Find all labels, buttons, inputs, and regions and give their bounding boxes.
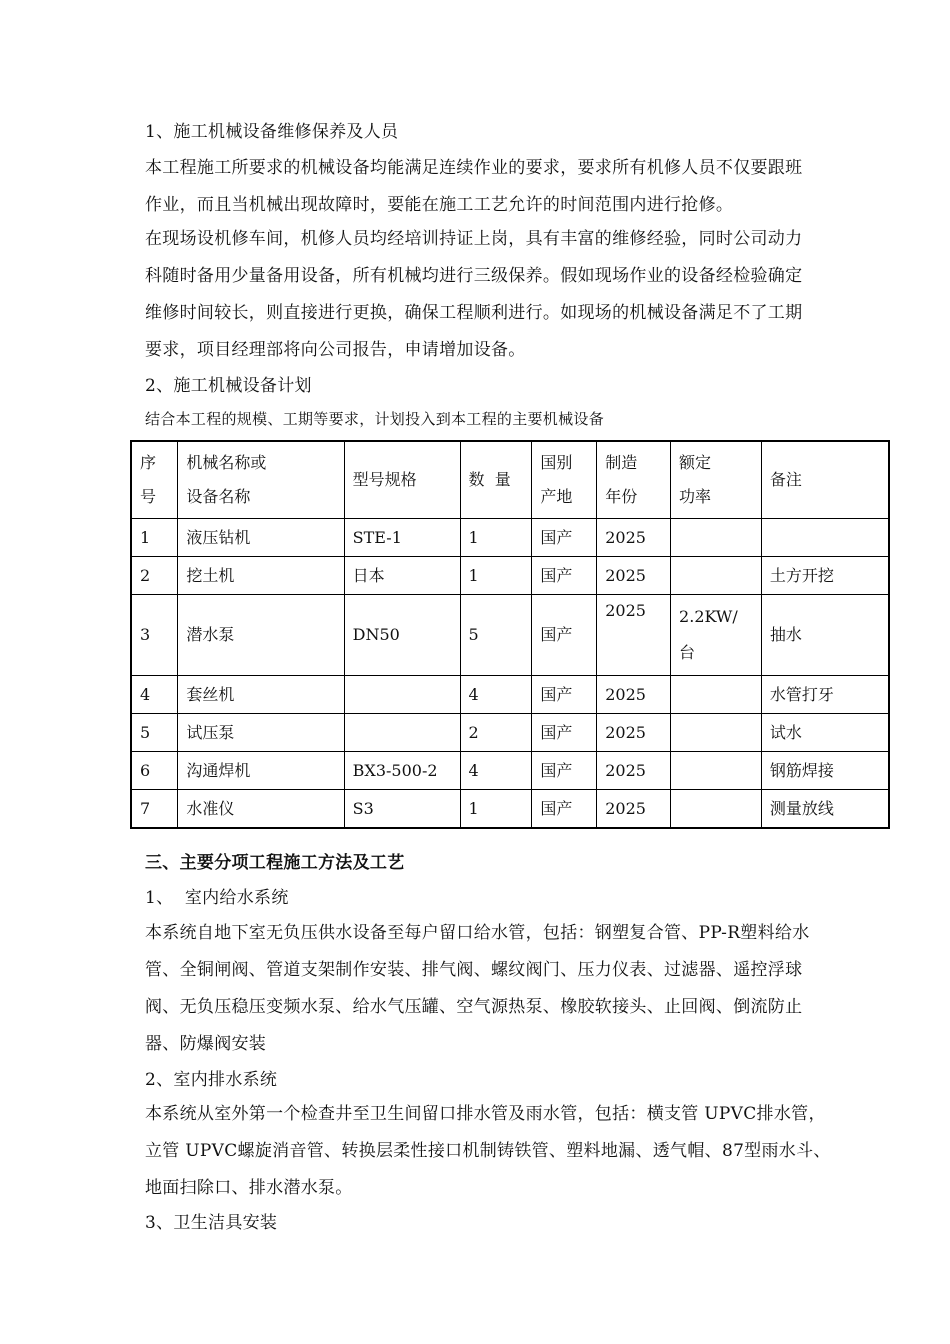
section3-sub1-line: 器、防爆阀安装 xyxy=(145,1034,267,1054)
header-text: 国别 xyxy=(540,453,573,472)
section1-para1-line: 作业，而且当机械出现故障时，要能在施工工艺允许的时间范围内进行抢修。 xyxy=(145,195,734,215)
cell-qty: 2 xyxy=(460,714,532,752)
table-row xyxy=(131,519,889,557)
cell-no: 6 xyxy=(131,752,178,790)
header-text: 设备名称 xyxy=(186,487,251,506)
table-row xyxy=(131,676,889,714)
section3-sub1-heading: 1、 室内给水系统 xyxy=(145,888,289,908)
header-text: 功率 xyxy=(679,487,712,506)
table-header-row xyxy=(131,441,889,519)
cell-no: 7 xyxy=(131,790,178,829)
table-row xyxy=(131,595,889,676)
cell-power xyxy=(671,557,762,595)
section1-para2-line: 科随时备用少量备用设备，所有机械均进行三级保养。假如现场作业的设备经检验确定 xyxy=(145,266,803,286)
section3-sub1-line: 阀、无负压稳压变频水泵、给水气压罐、空气源热泵、橡胶软接头、止回阀、倒流防止 xyxy=(145,997,803,1017)
cell-note xyxy=(761,519,889,557)
cell-no: 3 xyxy=(131,595,178,676)
header-text: 制造 xyxy=(605,453,638,472)
cell-no: 5 xyxy=(131,714,178,752)
cell-note: 水管打牙 xyxy=(761,676,889,714)
cell-model: 日本 xyxy=(344,557,460,595)
header-cell-model: 型号规格 xyxy=(344,441,460,519)
section3-sub2-line: 本系统从室外第一个检查井至卫生间留口排水管及雨水管，包括：横支管 UPVC排水管， xyxy=(145,1104,826,1124)
cell-year: 2025 xyxy=(597,752,671,790)
cell-origin: 国产 xyxy=(532,519,597,557)
cell-name: 试压泵 xyxy=(178,714,344,752)
cell-origin: 国产 xyxy=(532,714,597,752)
section2-intro: 结合本工程的规模、工期等要求，计划投入到本工程的主要机械设备 xyxy=(145,410,605,428)
cell-model xyxy=(344,714,460,752)
section1-para2-line: 在现场设机修车间，机修人员均经培训持证上岗，具有丰富的维修经验，同时公司动力 xyxy=(145,229,803,249)
cell-origin: 国产 xyxy=(532,595,597,676)
cell-model: BX3-500-2 xyxy=(344,752,460,790)
cell-note: 试水 xyxy=(761,714,889,752)
table-row xyxy=(131,714,889,752)
table-row xyxy=(131,557,889,595)
cell-power xyxy=(671,519,762,557)
cell-note: 抽水 xyxy=(761,595,889,676)
header-text: 号 xyxy=(140,487,157,506)
cell-power xyxy=(671,676,762,714)
header-cell-year xyxy=(597,441,671,519)
cell-year: 2025 xyxy=(597,714,671,752)
cell-no: 4 xyxy=(131,676,178,714)
cell-origin: 国产 xyxy=(532,752,597,790)
cell-qty: 1 xyxy=(460,557,532,595)
header-cell-note: 备注 xyxy=(761,441,889,519)
section1-para2-line: 维修时间较长，则直接进行更换，确保工程顺利进行。如现场的机械设备满足不了工期 xyxy=(145,303,803,323)
header-text: 年份 xyxy=(605,487,638,506)
section3-sub1-line: 管、全铜闸阀、管道支架制作安装、排气阀、螺纹阀门、压力仪表、过滤器、遥控浮球 xyxy=(145,960,803,980)
cell-name: 沟通焊机 xyxy=(178,752,344,790)
table-row xyxy=(131,790,889,829)
cell-qty: 4 xyxy=(460,752,532,790)
cell-name: 潜水泵 xyxy=(178,595,344,676)
cell-power xyxy=(671,752,762,790)
header-text: 产地 xyxy=(540,487,573,506)
cell-name: 液压钻机 xyxy=(178,519,344,557)
section3-sub2-line: 地面扫除口、排水潜水泵。 xyxy=(145,1178,353,1198)
header-cell-origin xyxy=(532,441,597,519)
section3-sub2-heading: 2、室内排水系统 xyxy=(145,1070,278,1090)
cell-name: 套丝机 xyxy=(178,676,344,714)
section2-heading: 2、施工机械设备计划 xyxy=(145,376,312,396)
header-cell-power xyxy=(671,441,762,519)
cell-qty: 1 xyxy=(460,790,532,829)
cell-no: 1 xyxy=(131,519,178,557)
cell-qty: 4 xyxy=(460,676,532,714)
cell-text: 2.2KW/ xyxy=(679,607,738,626)
cell-qty: 5 xyxy=(460,595,532,676)
cell-year: 2025 xyxy=(597,557,671,595)
header-cell-no xyxy=(131,441,178,519)
header-cell-qty: 数 量 xyxy=(460,441,532,519)
cell-year: 2025 xyxy=(597,790,671,829)
cell-name: 水准仪 xyxy=(178,790,344,829)
equipment-table xyxy=(130,440,890,829)
cell-note: 测量放线 xyxy=(761,790,889,829)
cell-power xyxy=(671,595,762,676)
cell-origin: 国产 xyxy=(532,676,597,714)
header-cell-name xyxy=(178,441,344,519)
header-text: 额定 xyxy=(679,453,712,472)
cell-year: 2025 xyxy=(597,519,671,557)
cell-model: S3 xyxy=(344,790,460,829)
cell-name: 挖土机 xyxy=(178,557,344,595)
cell-power xyxy=(671,714,762,752)
section3-sub2-line: 立管 UPVC螺旋消音管、转换层柔性接口机制铸铁管、塑料地漏、透气帽、87型雨水斗、 xyxy=(145,1141,831,1161)
section3-sub3-heading: 3、卫生洁具安装 xyxy=(145,1213,278,1233)
cell-origin: 国产 xyxy=(532,557,597,595)
cell-power xyxy=(671,790,762,829)
cell-origin: 国产 xyxy=(532,790,597,829)
cell-no: 2 xyxy=(131,557,178,595)
cell-model: STE-1 xyxy=(344,519,460,557)
cell-qty: 1 xyxy=(460,519,532,557)
header-text: 机械名称或 xyxy=(186,453,267,472)
cell-note: 土方开挖 xyxy=(761,557,889,595)
table-row xyxy=(131,752,889,790)
section3-heading: 三、主要分项工程施工方法及工艺 xyxy=(145,853,405,873)
cell-year: 2025 xyxy=(597,676,671,714)
cell-year: 2025 xyxy=(597,595,671,676)
section1-para2-line: 要求，项目经理部将向公司报告，申请增加设备。 xyxy=(145,340,526,360)
section1-para1-line: 本工程施工所要求的机械设备均能满足连续作业的要求，要求所有机修人员不仅要跟班 xyxy=(145,158,803,178)
cell-text: 台 xyxy=(679,643,696,662)
cell-note: 钢筋焊接 xyxy=(761,752,889,790)
section3-sub1-line: 本系统自地下室无负压供水设备至每户留口给水管，包括：钢塑复合管、PP-R塑料给水 xyxy=(145,923,810,943)
section1-heading: 1、施工机械设备维修保养及人员 xyxy=(145,122,399,142)
cell-model: DN50 xyxy=(344,595,460,676)
cell-model xyxy=(344,676,460,714)
header-text: 序 xyxy=(140,453,157,472)
